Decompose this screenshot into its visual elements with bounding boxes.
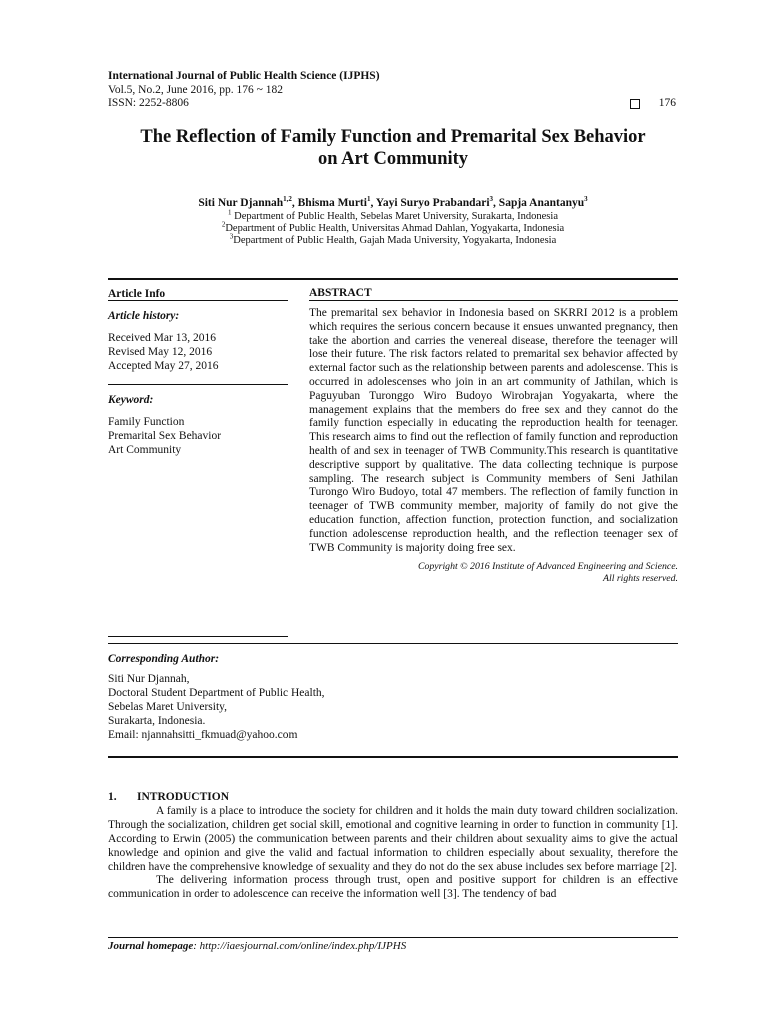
abstract-heading-block — [309, 287, 678, 301]
footer-rule — [108, 937, 678, 938]
article-history-label: Article history: — [108, 310, 180, 322]
page-number: 176 — [658, 97, 676, 109]
corresponding-line: Surakarta, Indonesia. — [108, 715, 206, 727]
journal-issn-row — [108, 97, 678, 111]
keyword-block — [108, 393, 288, 457]
article-history — [108, 309, 288, 373]
affiliation-text: Department of Public Health, Gajah Mada University, Yogyakarta, Indonesia — [233, 235, 557, 246]
keyword-item: Premarital Sex Behavior — [108, 430, 222, 442]
affiliation — [108, 232, 678, 247]
author-affil-sup: 3 — [489, 195, 494, 204]
history-rule — [108, 384, 288, 385]
affiliation-sup: 1 — [228, 208, 232, 217]
journal-homepage-footer — [108, 940, 678, 952]
corresponding-author-label: Corresponding Author: — [108, 653, 220, 665]
affiliation-sup: 3 — [229, 232, 234, 241]
author-affil-sup: 1 — [366, 195, 371, 204]
revised-date: Revised May 12, 2016 — [108, 346, 213, 358]
affiliation-sup: 2 — [221, 220, 226, 229]
paper-title — [108, 126, 678, 170]
journal-volume: Vol.5, No.2, June 2016, pp. 176 ~ 182 — [108, 83, 283, 96]
introduction-section — [108, 791, 678, 902]
abstract-body — [309, 307, 678, 585]
author-name: Bhisma Murti — [297, 197, 367, 209]
article-info-heading: Article Info — [108, 288, 166, 300]
keyword-label: Keyword: — [108, 394, 154, 406]
corresponding-line: Siti Nur Djannah, — [108, 673, 190, 685]
section-title: INTRODUCTION — [137, 791, 230, 803]
body-paragraph: A family is a place to introduce the society for children and it holds the main duty toward children socialization. Through the socialization, children get social skill, emotional and cognitive learning in order to function in community [1]. According to Erwin (2005) the communication between parents and their children about sexuality aims to give the actual knowledge and opinion and give the valid and factual information to children especially about sexuality, therefore the children have the comprehensive knowledge of sexuality and they do not do the sex abuse includes sex before marriage [2]. — [108, 804, 678, 873]
abstract-heading: ABSTRACT — [309, 287, 372, 299]
author-sep: , — [493, 197, 499, 209]
received-date: Received Mar 13, 2016 — [108, 332, 216, 344]
body-paragraph: The delivering information process through trust, open and positive support for children is an effective communication in order to adolescence can receive the information well [3]. The tendency of bad — [108, 874, 678, 901]
journal-homepage-label: Journal homepage — [108, 940, 194, 952]
keyword-rule — [108, 636, 288, 637]
author-sep: , — [370, 197, 376, 209]
author-affil-sup: 1,2 — [283, 195, 292, 204]
keyword-item: Family Function — [108, 416, 185, 428]
affiliation — [108, 208, 678, 223]
author-sep: , — [291, 197, 298, 209]
affiliation-text: Department of Public Health, Universitas Ahmad Dahlan, Yogyakarta, Indonesia — [225, 223, 565, 234]
affiliation-list — [108, 208, 678, 247]
copyright-line: Copyright © 2016 Institute of Advanced Engineering and Science. — [417, 561, 678, 573]
accepted-date: Accepted May 27, 2016 — [108, 360, 219, 372]
corresponding-line: Sebelas Maret University, — [108, 701, 228, 713]
author-name: Sapja Anantanyu — [498, 197, 585, 209]
introduction-heading — [108, 791, 678, 805]
article-info-column — [108, 287, 288, 301]
journal-header — [108, 70, 678, 111]
author-list — [108, 197, 678, 210]
square-icon — [630, 99, 640, 109]
corresponding-email: Email: njannahsitti_fkmuad@yahoo.com — [108, 729, 298, 741]
journal-issn: ISSN: 2252-8806 — [108, 97, 189, 109]
keyword-item: Art Community — [108, 444, 182, 456]
corresponding-author-block — [108, 652, 678, 742]
author-name: Yayi Suryo Prabandari — [375, 197, 490, 209]
corresponding-bottom-rule — [108, 756, 678, 758]
rights-reserved-line: All rights reserved. — [602, 573, 678, 585]
paper-title-line-2: on Art Community — [317, 149, 469, 169]
affiliation — [108, 220, 678, 235]
abstract-bottom-rule — [108, 643, 678, 644]
paper-page — [108, 0, 678, 1024]
paper-title-line-1: The Reflection of Family Function and Premarital Sex Behavior — [140, 127, 646, 147]
journal-homepage-url[interactable]: : http://iaesjournal.com/online/index.php/IJPHS — [193, 940, 407, 952]
corresponding-line: Doctoral Student Department of Public Health, — [108, 687, 325, 699]
top-rule — [108, 278, 678, 280]
author-affil-sup: 3 — [584, 195, 588, 204]
author-name: Siti Nur Djannah — [198, 197, 284, 209]
affiliation-text: Department of Public Health, Sebelas Maret University, Surakarta, Indonesia — [231, 211, 558, 222]
abstract-text: The premarital sex behavior in Indonesia based on SKRRI 2012 is a problem which requires the serious concern because it ensues unwanted pregnancy, then take the abortion and carries the venereal disease, therefore the teenager will lose their future. The risk factors related to premarital sex behavior affected by external factor such as the relationship between parents and adolescense. This is occurred in adolescenses who join in an art community of Jathilan, which is Paguyuban Turonggo Wiro Budoyo Wirobrajan Yogyakarta, where the management explains that the members do free sex and they cannot do the family function especially in educating the reproduction health for teenager. This research aims to find out the reflection of family function and reproduction health of and sex in teenager of TWB Community.This research is quantitative descriptive support by qualitative. The data collecting technique is purpose sampling. The research subject is Community members of Seni Jathilan Turongo Wiro Budoyo, total 47 members. The reflection of family function in teenager of TWB community member, majority of family do not give the education function, affection function, protection function, and socialization function adolescense reproduction health, and the reflection teenager sex of TWB Community is majority doing free sex. — [309, 307, 678, 554]
section-number: 1. — [108, 791, 117, 803]
journal-title: International Journal of Public Health Science (IJPHS) — [108, 70, 380, 82]
